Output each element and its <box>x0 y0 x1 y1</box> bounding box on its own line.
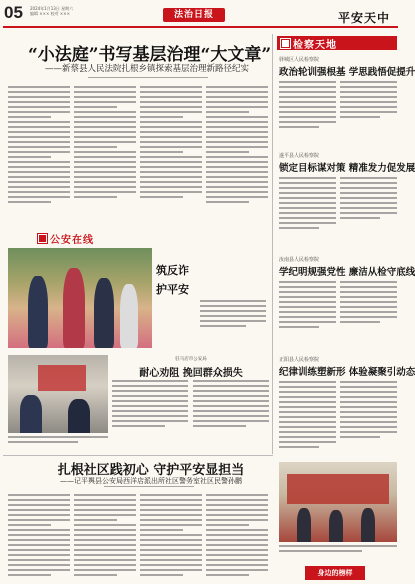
photo-headline-line2: 护平安 <box>156 283 189 296</box>
right-article-3 <box>279 256 415 331</box>
newspaper-logo: 法治日报 <box>163 8 225 22</box>
mid-article <box>112 356 270 383</box>
procuratorate-title: 检察天地 <box>293 39 337 51</box>
photo-headline-line1: 筑反诈 <box>156 264 189 277</box>
article1-kicker: 驿城区人民检察院 <box>279 57 320 63</box>
main-text-col-2 <box>74 86 136 218</box>
article3-headline: 学纪明规强党性 廉洁从检守底线 <box>279 267 415 278</box>
issue-date: 2024年1月13日 星期六 <box>30 6 74 11</box>
bottom-text-col-4 <box>206 494 268 579</box>
right-article-1 <box>279 56 415 131</box>
header-rule <box>3 26 398 28</box>
page-number: 05 <box>4 3 23 22</box>
mid-headline: 耐心劝阻 挽回群众损失 <box>139 368 243 379</box>
mid-kicker: 驻马店市公安局 <box>175 357 207 362</box>
photo2-caption <box>8 436 108 446</box>
column-divider <box>272 34 273 454</box>
issue-meta <box>30 6 73 16</box>
right-photo-caption <box>279 545 397 555</box>
police-online-title: 公安在线 <box>50 234 94 246</box>
police-desk-photo <box>8 355 108 433</box>
bottom-subheadline: ——记平舆县公安局西洋店派出所社区警务室社区民警孙鹏 <box>60 477 242 485</box>
mid-text-col-1 <box>112 380 188 430</box>
main-text-col-3 <box>140 86 202 218</box>
main-text-col-1 <box>8 86 70 218</box>
photo-headline-box <box>156 262 196 297</box>
issue-editor: 编辑 ××× 校对 ××× <box>30 11 70 16</box>
right-article-2 <box>279 152 415 232</box>
role-model-tag: 身边的榜样 <box>305 566 365 580</box>
main-byline <box>88 77 208 81</box>
right-article-4 <box>279 356 415 451</box>
anti-fraud-photo <box>8 248 152 348</box>
bottom-text-col-3 <box>140 494 202 579</box>
bottom-text-col-1 <box>8 494 70 579</box>
article2-headline: 锁定目标谋对策 精准发力促发展 <box>279 163 415 174</box>
article3-kicker: 汝南县人民检察院 <box>279 257 320 263</box>
bottom-byline <box>104 486 194 490</box>
article4-headline: 纪律训练塑新形 体验凝聚引动态 <box>279 367 415 378</box>
main-subheadline: ——新蔡县人民法院扎根乡镇探索基层治理新路径纪实 <box>44 64 249 74</box>
banner-square-icon <box>38 234 47 243</box>
bottom-headline: 扎根社区践初心 守护平安显担当 <box>57 463 245 478</box>
procuratorate-banner <box>277 36 397 50</box>
procuratorate-exhibit-photo <box>279 462 397 542</box>
article1-headline: 政治轮训强根基 学思践悟促提升 <box>279 67 415 78</box>
bottom-divider <box>3 455 273 456</box>
photo-caption <box>200 300 266 330</box>
main-text-col-4 <box>206 86 268 218</box>
article4-kicker: 正阳县人民检察院 <box>279 357 320 363</box>
main-headline: “小法庭”书写基层治理“大文章” <box>28 45 272 65</box>
article2-kicker: 遂平县人民检察院 <box>279 153 320 159</box>
police-online-banner <box>38 231 178 245</box>
section-title: 平安天中 <box>337 11 390 25</box>
banner-square-icon <box>281 39 290 48</box>
bottom-text-col-2 <box>74 494 136 579</box>
mid-text-col-2 <box>193 380 269 430</box>
